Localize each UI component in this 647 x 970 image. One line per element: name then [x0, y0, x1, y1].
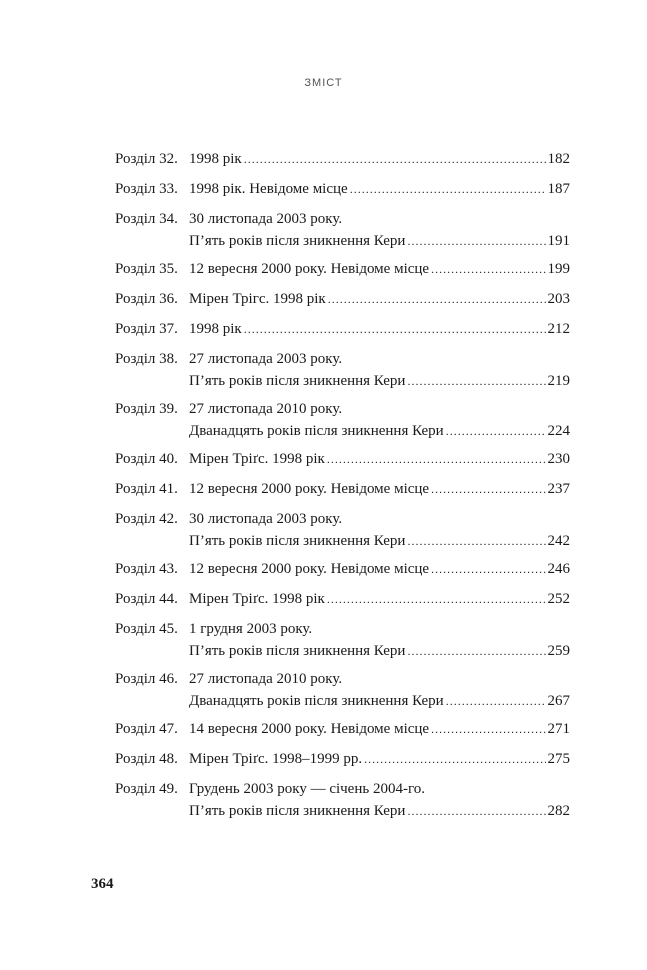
chapter-title: Мірен Тріґс. 1998 рік: [189, 451, 325, 467]
toc-entry: [115, 398, 570, 442]
chapter-title-line: [189, 508, 570, 530]
chapter-label: Розділ 32.: [115, 151, 178, 167]
chapter-title: 30 листопада 2003 року.: [189, 511, 343, 527]
chapter-page-number: 246: [547, 561, 570, 577]
chapter-page-number: 237: [547, 481, 570, 497]
chapter-page-number: 271: [547, 721, 570, 737]
dot-leader: [407, 800, 545, 822]
page-number: 364: [91, 876, 114, 892]
chapter-title-line: [189, 778, 570, 800]
dot-leader: [244, 318, 546, 340]
chapter-title-line: [189, 420, 570, 442]
chapter-body: [189, 288, 570, 310]
chapter-title-line: [189, 640, 570, 662]
chapter-label: Розділ 43.: [115, 561, 178, 577]
dot-leader: [407, 530, 545, 552]
chapter-body: [189, 748, 570, 770]
chapter-body: [189, 618, 570, 662]
chapter-title-line: [189, 748, 570, 770]
dot-leader: [446, 420, 546, 442]
chapter-title: 27 листопада 2010 року.: [189, 671, 343, 687]
chapter-page-number: 282: [547, 803, 570, 819]
dot-leader: [364, 748, 545, 770]
chapter-title: П’ять років після зникнення Кери: [189, 373, 406, 389]
chapter-title-line: [189, 230, 570, 252]
toc-entry: [115, 748, 570, 770]
chapter-label: Розділ 38.: [115, 351, 178, 367]
chapter-body: [189, 178, 570, 200]
chapter-label: Розділ 41.: [115, 481, 178, 497]
chapter-title-line: [189, 148, 570, 170]
chapter-title-line: [189, 208, 570, 230]
chapter-body: [189, 508, 570, 552]
chapter-label: Розділ 48.: [115, 751, 178, 767]
chapter-title-line: [189, 178, 570, 200]
chapter-title: 1998 рік: [189, 151, 242, 167]
chapter-body: [189, 668, 570, 712]
chapter-body: [189, 448, 570, 470]
chapter-title-line: [189, 690, 570, 712]
chapter-title-line: [189, 800, 570, 822]
dot-leader: [431, 478, 545, 500]
chapter-title-line: [189, 588, 570, 610]
chapter-body: [189, 208, 570, 252]
chapter-title: Мірен Тріґс. 1998 рік: [189, 591, 325, 607]
chapter-label: Розділ 36.: [115, 291, 178, 307]
chapter-page-number: 275: [547, 751, 570, 767]
toc-entry: [115, 558, 570, 580]
chapter-label: Розділ 33.: [115, 181, 178, 197]
chapter-title-line: [189, 288, 570, 310]
chapter-title: 30 листопада 2003 року.: [189, 211, 343, 227]
toc-entry: [115, 588, 570, 610]
chapter-title: 27 листопада 2003 року.: [189, 351, 343, 367]
toc-entry: [115, 448, 570, 470]
chapter-label: Розділ 47.: [115, 721, 178, 737]
chapter-title: П’ять років після зникнення Кери: [189, 643, 406, 659]
table-of-contents: [115, 148, 570, 828]
chapter-page-number: 199: [547, 261, 570, 277]
dot-leader: [407, 230, 545, 252]
chapter-title: Мірен Трігс. 1998 рік: [189, 291, 326, 307]
toc-entry: [115, 148, 570, 170]
chapter-page-number: 242: [547, 533, 570, 549]
chapter-page-number: 187: [547, 181, 570, 197]
chapter-title-line: [189, 348, 570, 370]
chapter-title-line: [189, 258, 570, 280]
chapter-title: П’ять років після зникнення Кери: [189, 533, 406, 549]
chapter-body: [189, 148, 570, 170]
chapter-title: Дванадцять років після зникнення Кери: [189, 423, 444, 439]
chapter-title: 12 вересня 2000 року. Невідоме місце: [189, 481, 430, 497]
chapter-title-line: [189, 718, 570, 740]
chapter-title: 1998 рік. Невідоме місце: [189, 181, 348, 197]
chapter-page-number: 212: [547, 321, 570, 337]
toc-entry: [115, 618, 570, 662]
toc-entry: [115, 718, 570, 740]
toc-entry: [115, 778, 570, 822]
dot-leader: [446, 690, 546, 712]
chapter-title-line: [189, 398, 570, 420]
running-header: ЗМІСТ: [304, 77, 343, 89]
toc-entry: [115, 478, 570, 500]
chapter-label: Розділ 35.: [115, 261, 178, 277]
chapter-body: [189, 558, 570, 580]
chapter-title: 1998 рік: [189, 321, 242, 337]
chapter-body: [189, 258, 570, 280]
dot-leader: [431, 558, 545, 580]
toc-entry: [115, 348, 570, 392]
toc-entry: [115, 318, 570, 340]
dot-leader: [431, 718, 545, 740]
chapter-title-line: [189, 370, 570, 392]
chapter-title: 27 листопада 2010 року.: [189, 401, 343, 417]
chapter-title-line: [189, 478, 570, 500]
chapter-page-number: 219: [547, 373, 570, 389]
chapter-page-number: 203: [547, 291, 570, 307]
chapter-label: Розділ 45.: [115, 621, 178, 637]
chapter-body: [189, 318, 570, 340]
chapter-title-line: [189, 448, 570, 470]
chapter-body: [189, 398, 570, 442]
chapter-page-number: 252: [547, 591, 570, 607]
chapter-title: 12 вересня 2000 року. Невідоме місце: [189, 561, 430, 577]
chapter-title-line: [189, 318, 570, 340]
chapter-label: Розділ 34.: [115, 211, 178, 227]
chapter-body: [189, 778, 570, 822]
toc-entry: [115, 258, 570, 280]
chapter-title: Грудень 2003 року — січень 2004-го.: [189, 781, 425, 797]
chapter-page-number: 267: [547, 693, 570, 709]
chapter-label: Розділ 42.: [115, 511, 178, 527]
chapter-page-number: 259: [547, 643, 570, 659]
chapter-title: 14 вересня 2000 року. Невідоме місце: [189, 721, 430, 737]
chapter-title: П’ять років після зникнення Кери: [189, 803, 406, 819]
dot-leader: [407, 640, 545, 662]
chapter-label: Розділ 40.: [115, 451, 178, 467]
chapter-title: Дванадцять років після зникнення Кери: [189, 693, 444, 709]
chapter-page-number: 230: [547, 451, 570, 467]
toc-entry: [115, 508, 570, 552]
chapter-title-line: [189, 530, 570, 552]
chapter-page-number: 224: [547, 423, 570, 439]
chapter-label: Розділ 46.: [115, 671, 178, 687]
chapter-title: 1 грудня 2003 року.: [189, 621, 313, 637]
chapter-title: 12 вересня 2000 року. Невідоме місце: [189, 261, 430, 277]
chapter-body: [189, 348, 570, 392]
chapter-title-line: [189, 668, 570, 690]
chapter-page-number: 182: [547, 151, 570, 167]
chapter-title-line: [189, 618, 570, 640]
dot-leader: [328, 288, 546, 310]
chapter-label: Розділ 49.: [115, 781, 178, 797]
dot-leader: [350, 178, 546, 200]
dot-leader: [327, 448, 546, 470]
dot-leader: [244, 148, 546, 170]
chapter-title-line: [189, 558, 570, 580]
chapter-body: [189, 588, 570, 610]
chapter-label: Розділ 44.: [115, 591, 178, 607]
chapter-label: Розділ 39.: [115, 401, 178, 417]
toc-entry: [115, 668, 570, 712]
dot-leader: [407, 370, 545, 392]
chapter-label: Розділ 37.: [115, 321, 178, 337]
chapter-title: Мірен Тріґс. 1998–1999 рр.: [189, 751, 363, 767]
chapter-body: [189, 478, 570, 500]
toc-entry: [115, 178, 570, 200]
dot-leader: [431, 258, 545, 280]
chapter-title: П’ять років після зникнення Кери: [189, 233, 406, 249]
toc-entry: [115, 208, 570, 252]
chapter-page-number: 191: [547, 233, 570, 249]
dot-leader: [327, 588, 546, 610]
chapter-body: [189, 718, 570, 740]
toc-entry: [115, 288, 570, 310]
